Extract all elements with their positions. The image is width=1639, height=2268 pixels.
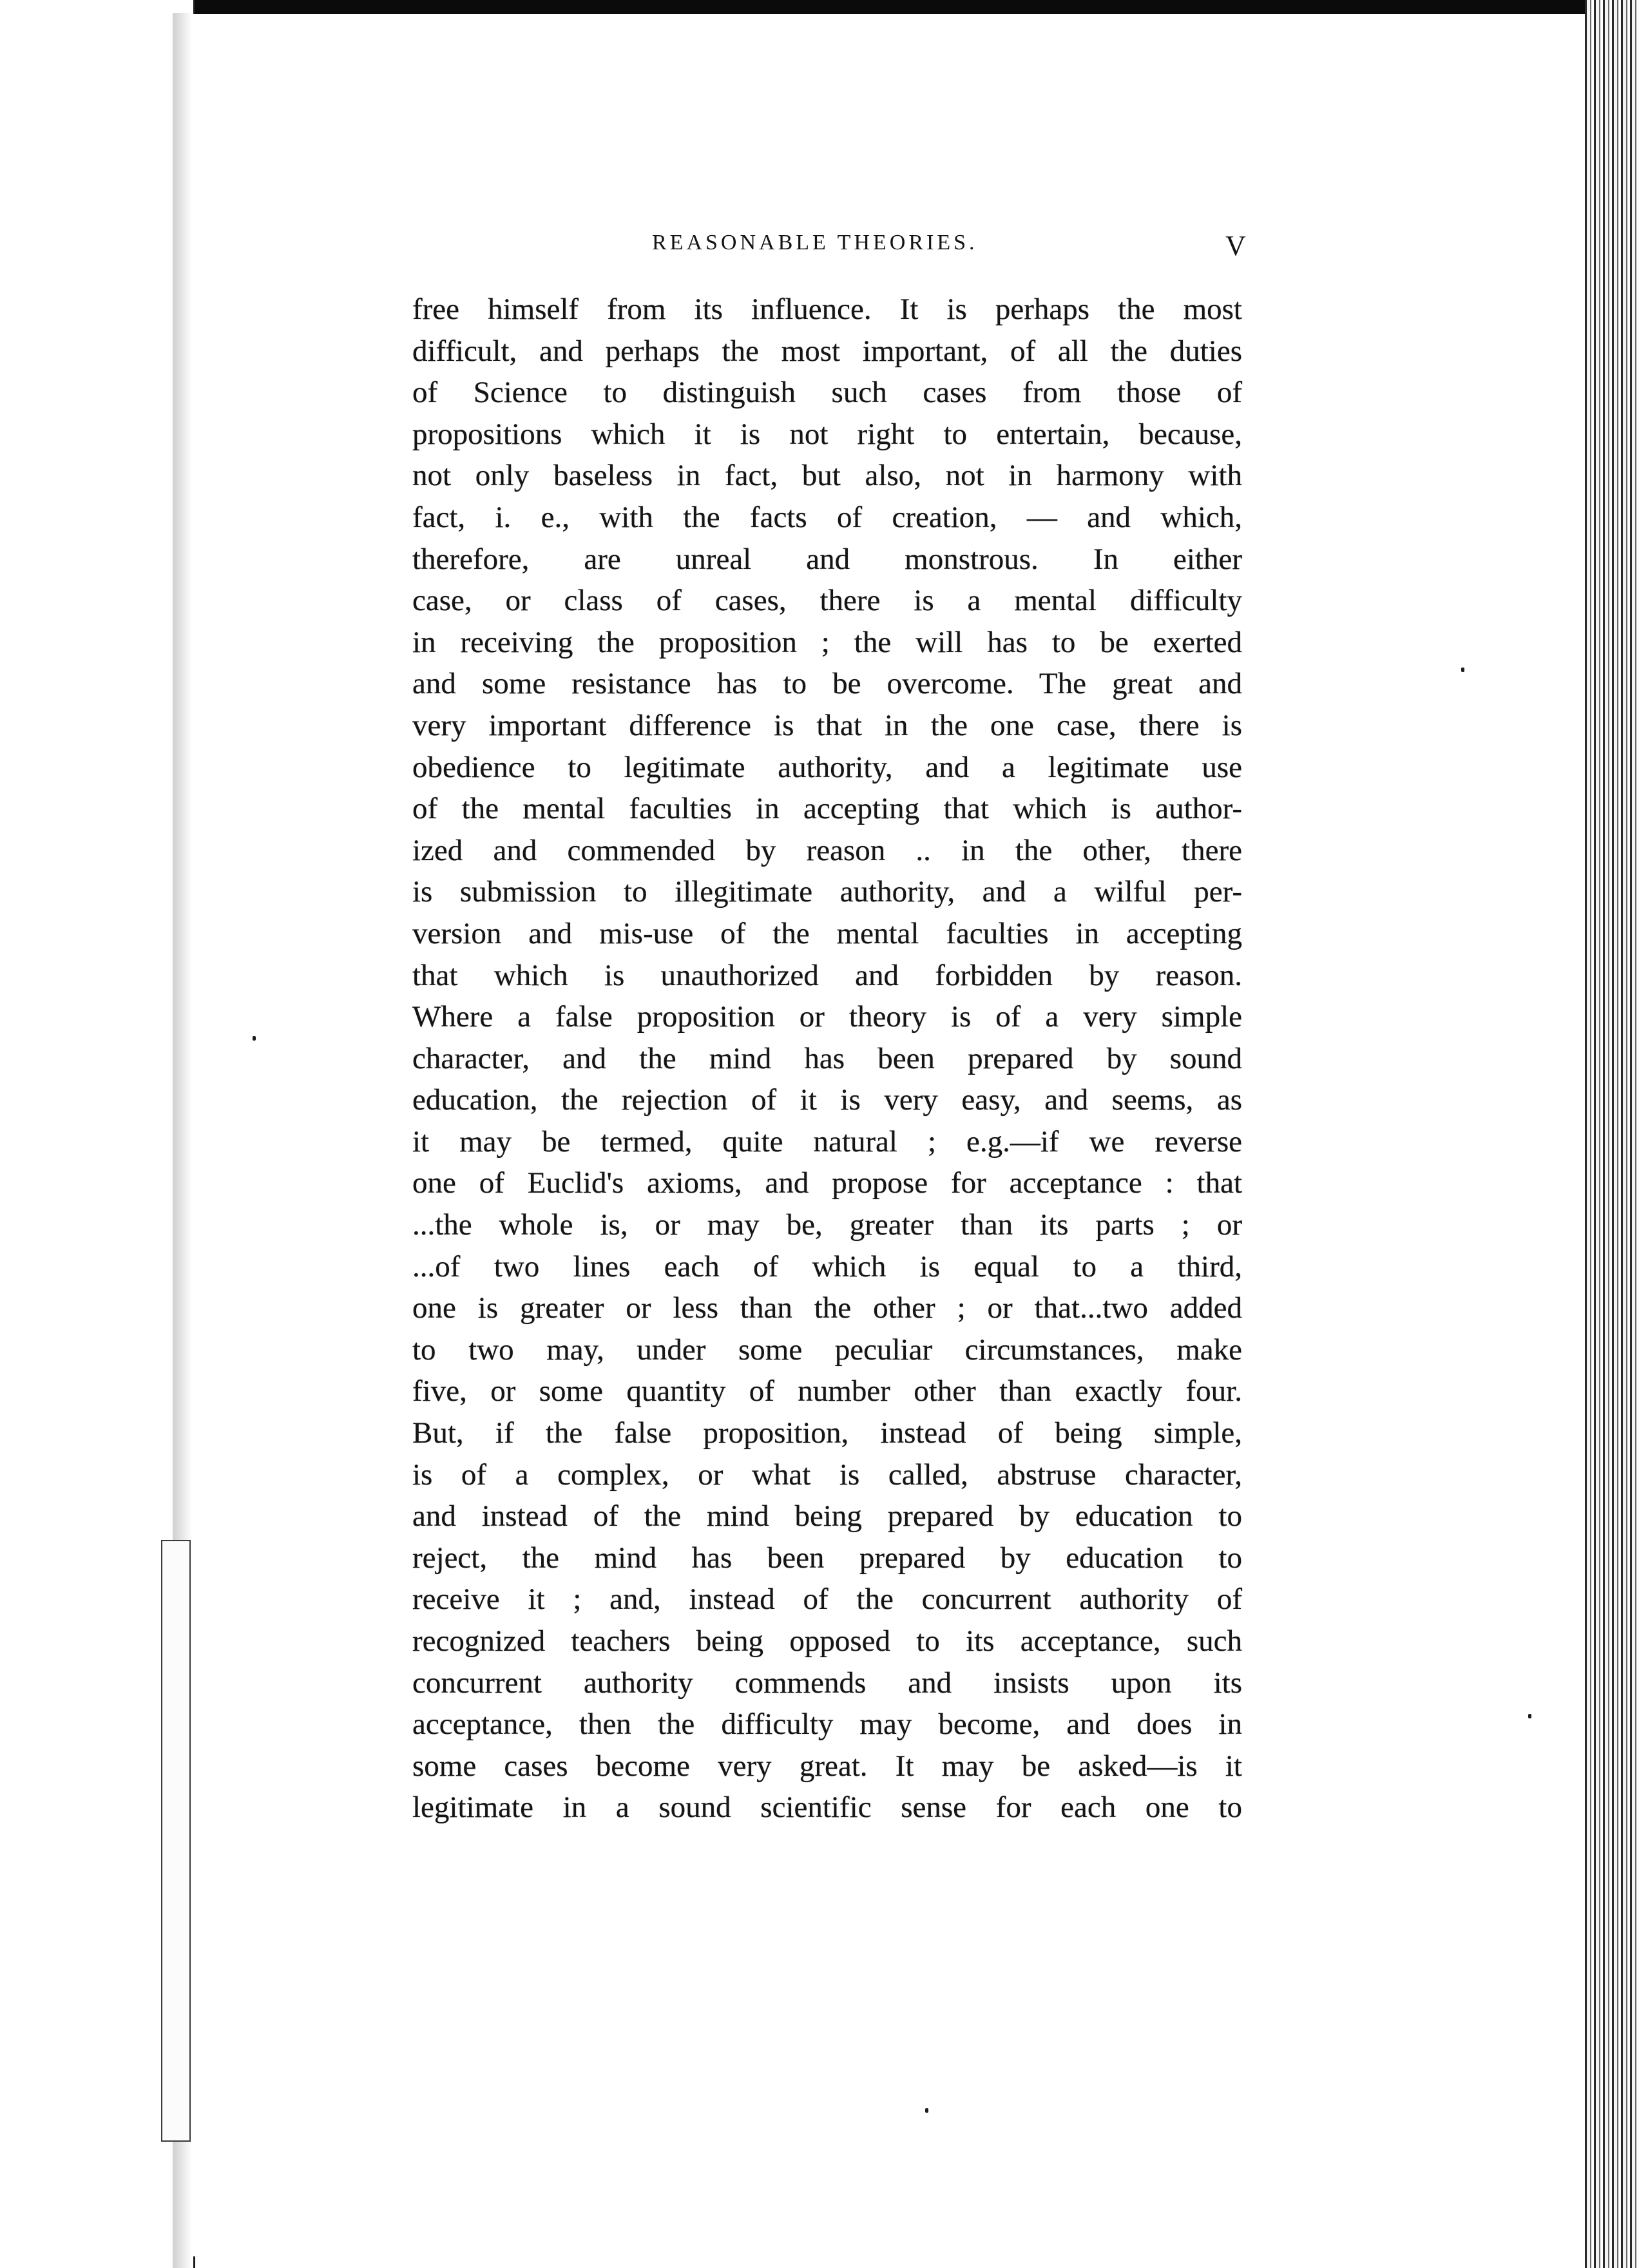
- text-line: propositions which it is not right to entertain, because,: [412, 417, 1242, 451]
- text-line: five, or some quantity of number other than exactly four.: [412, 1374, 1242, 1408]
- text-line: case, or class of cases, there is a mental difficulty: [412, 584, 1242, 618]
- text-line: legitimate in a sound scientific sense for each one to: [412, 1791, 1242, 1825]
- text-line: reject, the mind has been prepared by education to: [412, 1541, 1242, 1575]
- text-line: difficult, and perhaps the most important, of all the duties: [412, 334, 1242, 368]
- text-line: But, if the false proposition, instead of being simple,: [412, 1416, 1242, 1450]
- text-line: recognized teachers being opposed to its acceptance, such: [412, 1624, 1242, 1658]
- text-line: version and mis-use of the mental faculties in accepting: [412, 916, 1242, 950]
- scan-speck: [253, 1036, 256, 1041]
- text-line: not only baseless in fact, but also, not in harmony with: [412, 459, 1242, 493]
- text-line: character, and the mind has been prepared by sound: [412, 1041, 1242, 1075]
- scan-top-border: [0, 0, 1639, 14]
- text-line: of the mental faculties in accepting that which is author-: [412, 792, 1242, 826]
- text-line: education, the rejection of it is very easy, and seems, as: [412, 1083, 1242, 1117]
- scan-speck: [1528, 1714, 1531, 1718]
- text-line: acceptance, then the difficulty may become, and does in: [412, 1707, 1242, 1742]
- text-line: that which is unauthorized and forbidden by reason.: [412, 958, 1242, 992]
- scan-speck: [1461, 668, 1464, 672]
- text-line: Where a false proposition or theory is of a very simple: [412, 1000, 1242, 1034]
- text-line: and some resistance has to be overcome. The great and: [412, 667, 1242, 701]
- text-line: in receiving the proposition ; the will has to be exerted: [412, 625, 1242, 659]
- text-line: one is greater or less than the other ; or that...two added: [412, 1291, 1242, 1325]
- running-head: REASONABLE THEORIES.: [652, 231, 978, 255]
- page-number: V: [1225, 230, 1246, 262]
- text-line: some cases become very great. It may be asked—is it: [412, 1749, 1242, 1783]
- text-line: ized and commended by reason .. in the other, there: [412, 833, 1242, 867]
- text-line: one of Euclid's axioms, and propose for acceptance : that: [412, 1166, 1242, 1200]
- scan-speck: [925, 2108, 928, 2113]
- page-tab-marker: [161, 1540, 191, 2142]
- text-line: it may be termed, quite natural ; e.g.—if we reverse: [412, 1124, 1242, 1158]
- text-line: free himself from its influence. It is perhaps the most: [412, 293, 1242, 326]
- page-stack-edge: [1585, 0, 1639, 2268]
- text-line: is submission to illegitimate authority, and a wilful per-: [412, 875, 1242, 909]
- text-line: and instead of the mind being prepared by education to: [412, 1499, 1242, 1533]
- text-line: is of a complex, or what is called, abstruse character,: [412, 1457, 1242, 1492]
- text-line: fact, i. e., with the facts of creation, — and which,: [412, 500, 1242, 534]
- text-line: obedience to legitimate authority, and a legitimate use: [412, 750, 1242, 784]
- text-line: of Science to distinguish such cases from those of: [412, 376, 1242, 410]
- text-line: receive it ; and, instead of the concurrent authority of: [412, 1582, 1242, 1617]
- text-line: concurrent authority commends and insists upon its: [412, 1666, 1242, 1700]
- text-line: ...the whole is, or may be, greater than its parts ; or: [412, 1208, 1242, 1242]
- text-line: therefore, are unreal and monstrous. In either: [412, 542, 1242, 576]
- text-line: very important difference is that in the one case, there is: [412, 708, 1242, 742]
- text-line: ...of two lines each of which is equal to a third,: [412, 1249, 1242, 1283]
- body-text: [412, 289, 1242, 1829]
- text-line: to two may, under some peculiar circumstances, make: [412, 1332, 1242, 1367]
